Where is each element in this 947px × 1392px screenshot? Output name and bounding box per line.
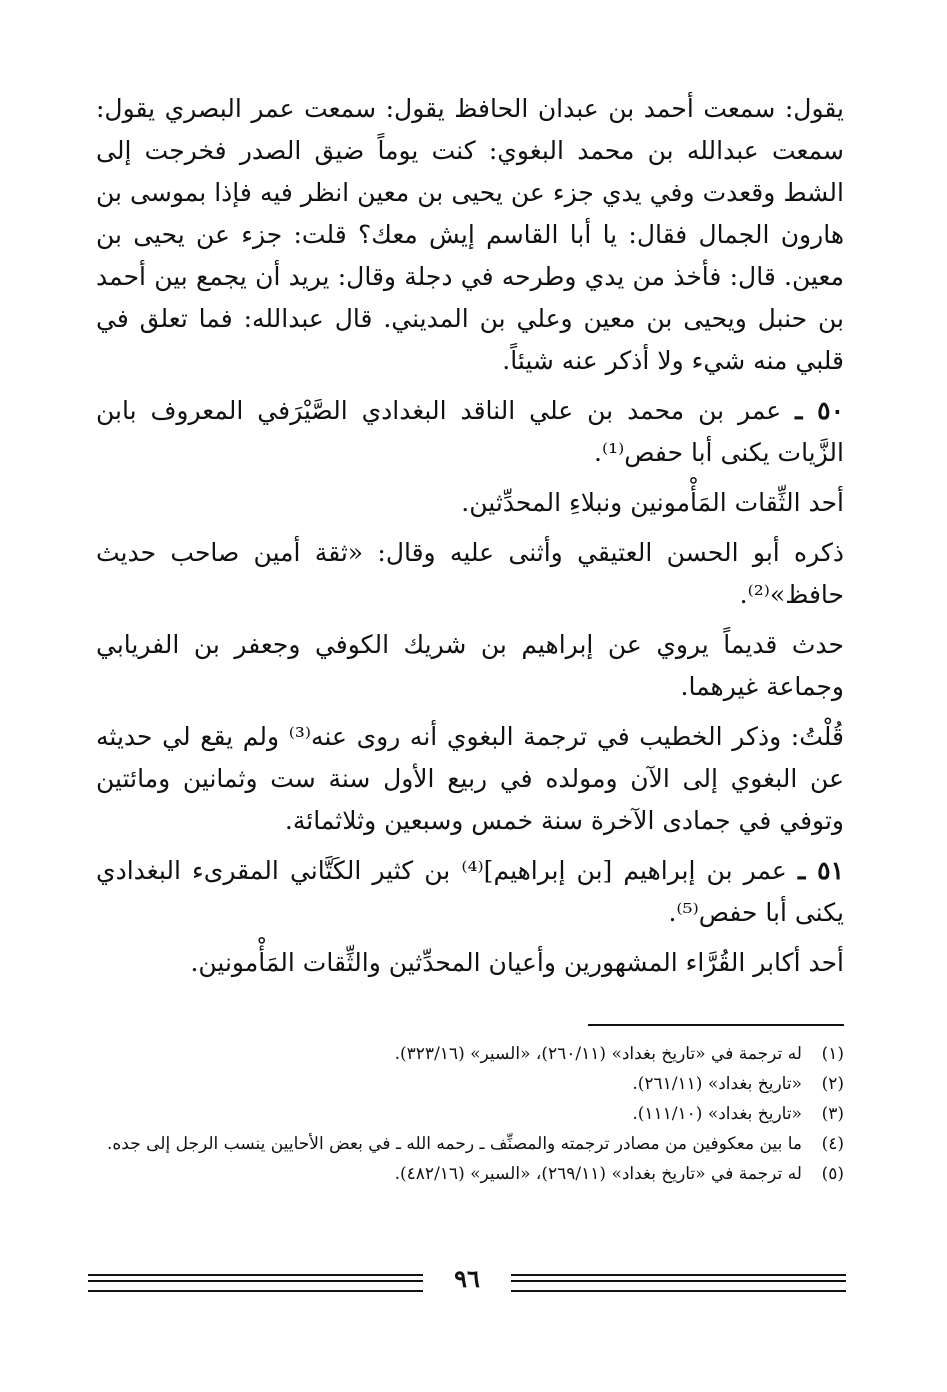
footnote-text: له ترجمة في «تاريخ بغداد» (٢٦٩/١١)، «السير» (٤٨٢/١٦).	[394, 1164, 802, 1184]
entry-50	[96, 390, 844, 474]
footnote-number: (١)	[821, 1044, 844, 1064]
page-number: ٩٦	[454, 1264, 480, 1293]
paragraph: أحد الثِّقات المَأْمونين ونبلاءِ المحدِّثين.	[461, 488, 844, 517]
entry-heading: عمر بن محمد بن علي الناقد البغدادي الصَّيْرَفي المعروف بابن الزَّيات يكنى أبا حفص⁽¹⁾.	[96, 396, 844, 467]
footnote-text: «تاريخ بغداد» (٢٦١/١١).	[632, 1074, 802, 1094]
footnote-text: «تاريخ بغداد» (١١١/١٠).	[632, 1104, 802, 1124]
entry-number: ٥١ ـ	[797, 856, 844, 885]
paragraph: ذكره أبو الحسن العتيقي وأثنى عليه وقال: «ثقة أمين صاحب حديث حافظ»⁽²⁾.	[96, 538, 844, 609]
entry-number: ٥٠ ـ	[795, 396, 844, 425]
paragraph: قُلْتُ: وذكر الخطيب في ترجمة البغوي أنه روى عنه⁽³⁾ ولم يقع لي حديثه عن البغوي إلى الآن ومولده في ربيع الأول سنة ست وثمانين ومائتين وتوفي في جمادى الآخرة سنة خمس وسبعين وثلاثمائة.	[96, 722, 844, 835]
footnote-number: (٥)	[821, 1164, 844, 1184]
footnote-number: (٣)	[821, 1104, 844, 1124]
footnote	[96, 1160, 844, 1188]
footnote	[96, 1130, 844, 1158]
footnotes	[96, 1038, 844, 1190]
footnote	[96, 1040, 844, 1068]
footnote-number: (٢)	[821, 1074, 844, 1094]
paragraph: حدث قديماً يروي عن إبراهيم بن شريك الكوفي وجعفر بن الفريابي وجماعة غيرهما.	[96, 630, 844, 701]
footnote-number: (٤)	[821, 1134, 844, 1154]
paragraph: يقول: سمعت أحمد بن عبدان الحافظ يقول: سمعت عمر البصري يقول: سمعت عبدالله بن محمد البغوي: كنت يوماً ضيق الصدر فخرجت إلى الشط وقعدت وفي يدي جزء عن يحيى بن معين انظر فيه فإذا بموسى بن هارون الجمال فقال: يا أبا القاسم إيش معك؟ قلت: جزء عن يحيى بن معين. قال: فأخذ من يدي وطرحه في دجلة وقال: يريد أن يجمع بين أحمد بن حنبل ويحيى بن معين وعلي بن المديني. قال عبدالله: فما تعلق في قلبي منه شيء ولا أذكر عنه شيئاً.	[96, 94, 844, 375]
main-text	[96, 88, 844, 992]
footnote-text: ما بين معكوفين من مصادر ترجمته والمصنِّف ـ رحمه الله ـ في بعض الأحايين ينسب الرجل إلى جده.	[106, 1134, 802, 1154]
paragraph: أحد أكابر القُرَّاء المشهورين وأعيان المحدِّثين والثِّقات المَأْمونين.	[190, 948, 844, 977]
footer-rule-right	[511, 1274, 846, 1292]
entry-51	[96, 850, 844, 934]
footer-rule-left	[88, 1274, 423, 1292]
footnote-text: له ترجمة في «تاريخ بغداد» (٢٦٠/١١)، «السير» (٣٢٣/١٦).	[394, 1044, 802, 1064]
page-footer	[88, 1264, 846, 1296]
footnote-separator	[588, 1024, 844, 1026]
entry-heading: عمر بن إبراهيم [بن إبراهيم]⁽⁴⁾ بن كثير الكَتَّاني المقرىء البغدادي يكنى أبا حفص⁽⁵⁾.	[96, 856, 844, 927]
footnote	[96, 1070, 844, 1098]
footnote	[96, 1100, 844, 1128]
